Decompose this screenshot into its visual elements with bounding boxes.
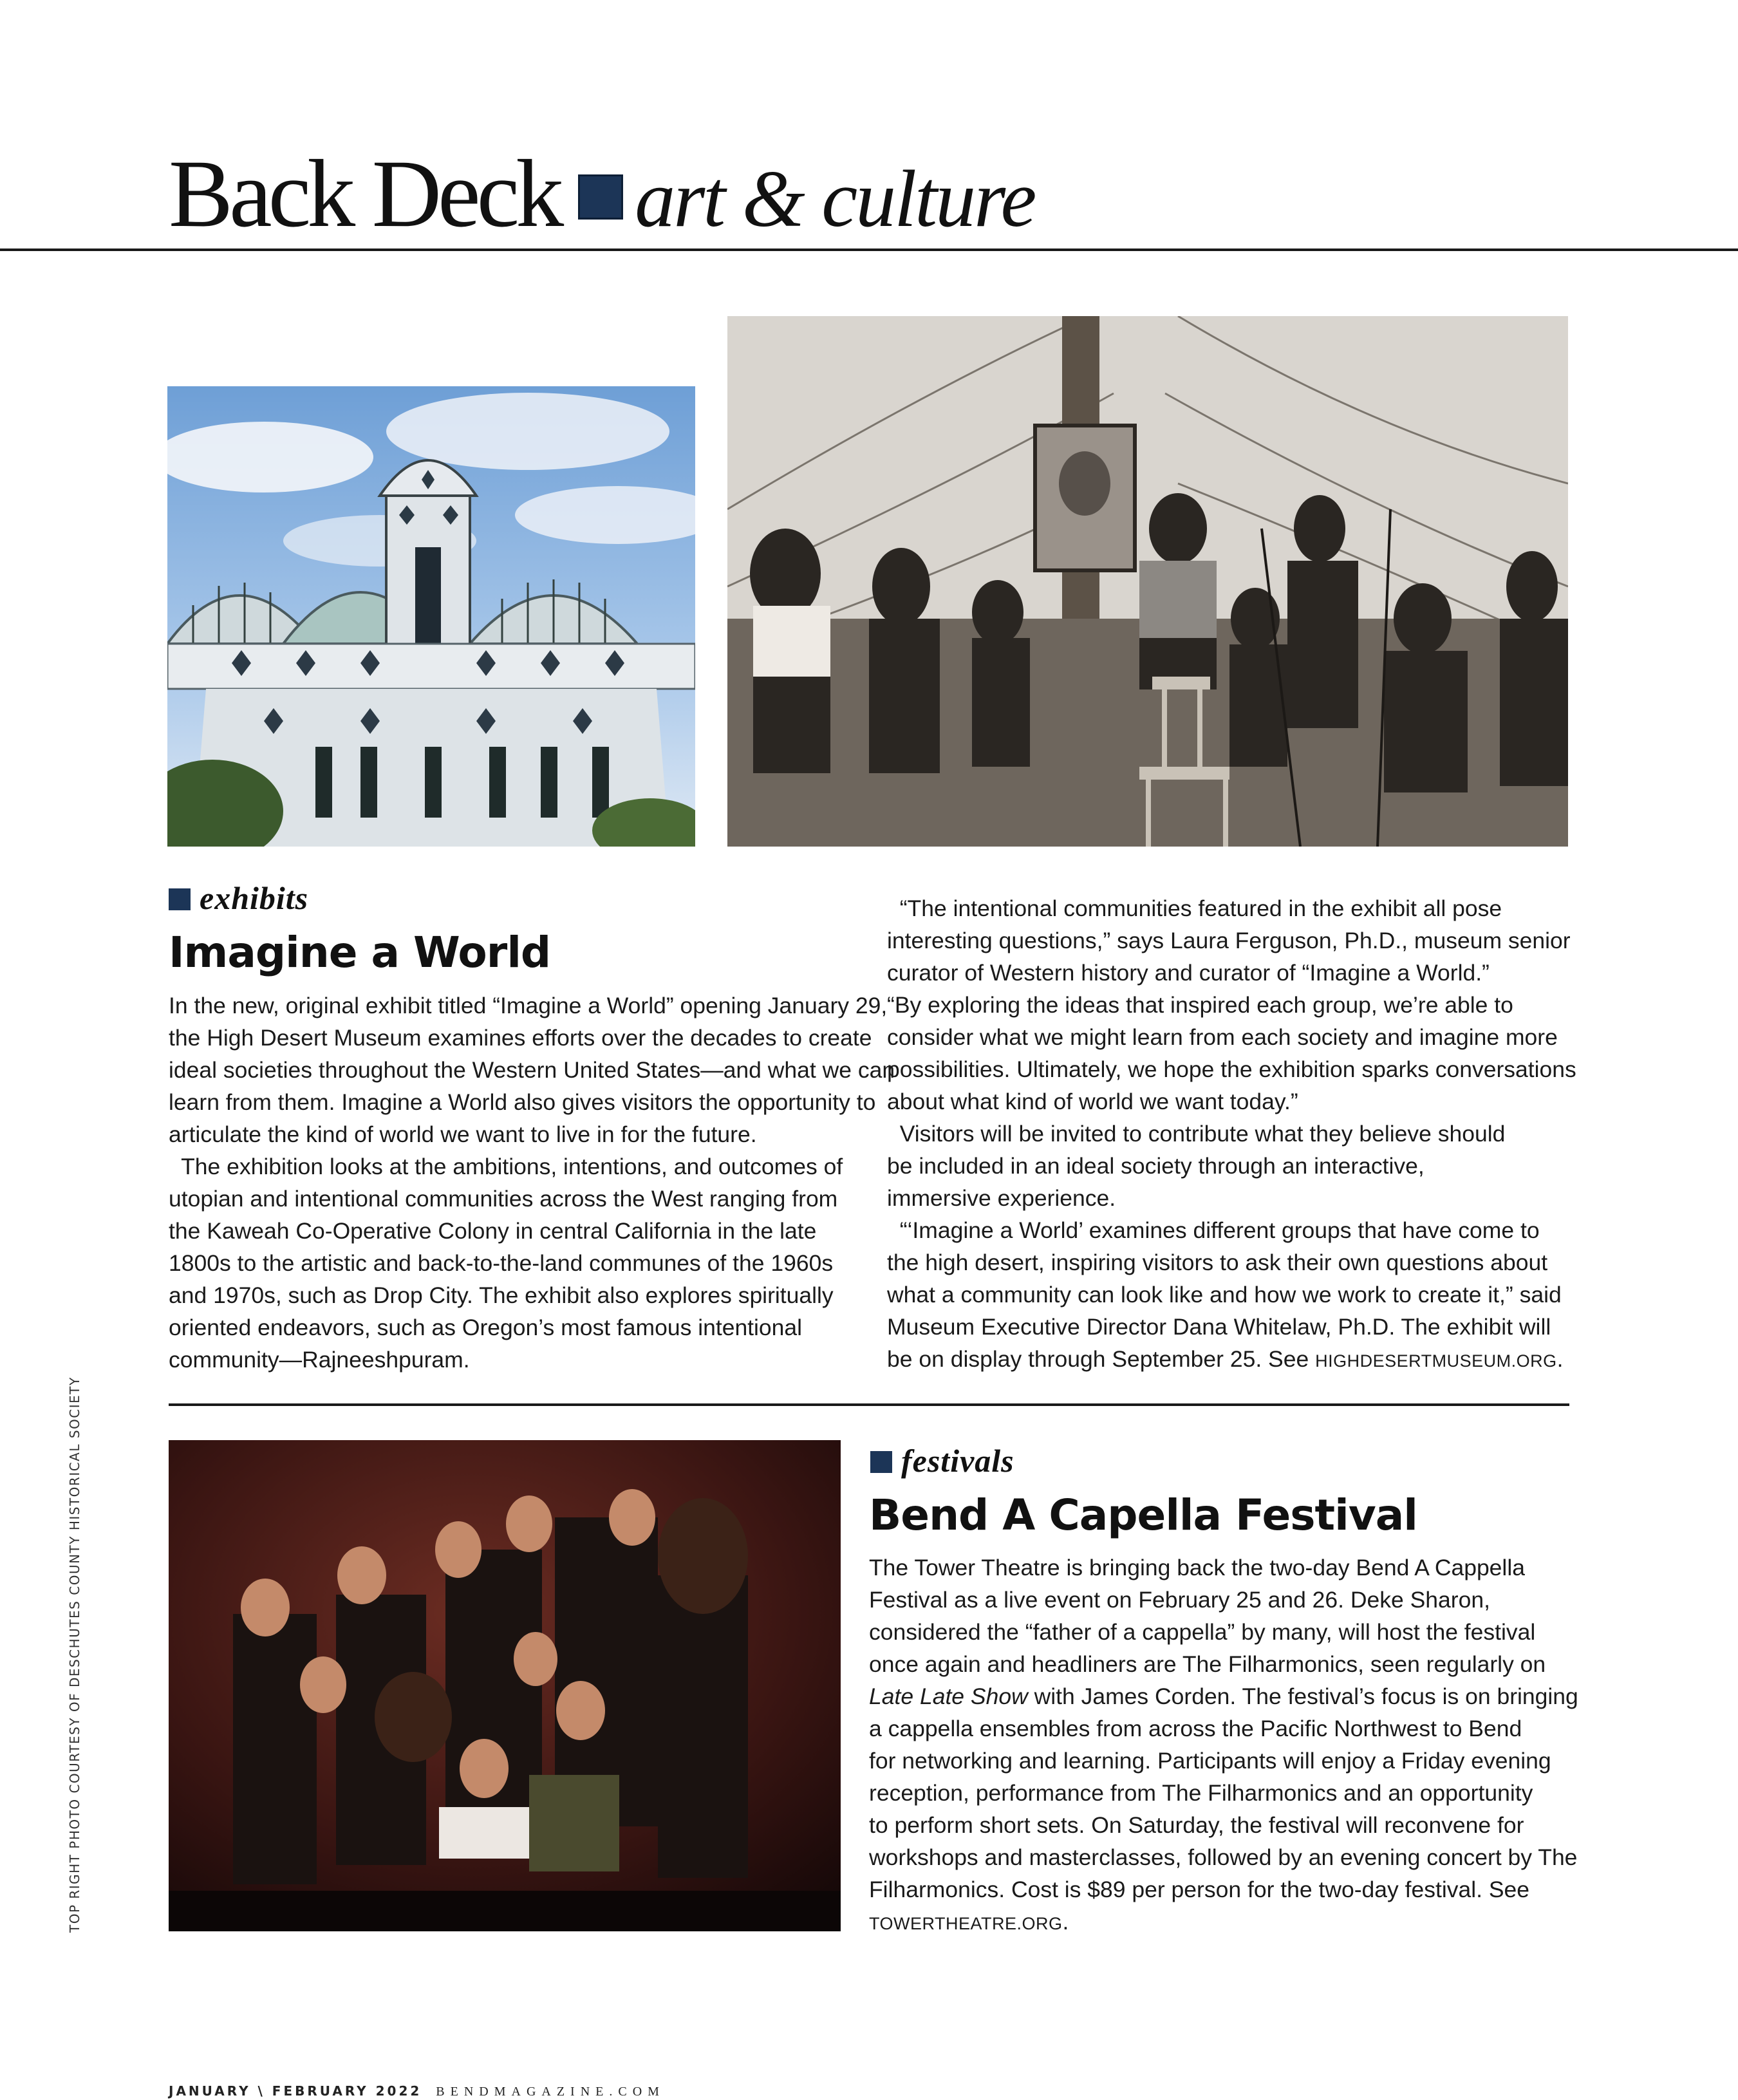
exhibit-left-line: 1800s to the artistic and back-to-the-land communes of the 1960s	[169, 1250, 834, 1276]
exhibit-right-line: Museum Executive Director Dana Whitelaw, Ph.D. The exhibit will	[887, 1314, 1551, 1340]
biosphere-photo	[167, 386, 695, 847]
title-square-icon	[578, 174, 623, 220]
magazine-site: BENDMAGAZINE.COM	[436, 2085, 665, 2099]
festival-line-show-rest: with James Corden. The festival’s focus is on bringing	[1027, 1683, 1578, 1709]
exhibit-right-line: interesting questions,” says Laura Ferguson, Ph.D., museum senior	[887, 928, 1571, 953]
festival-line: to perform short sets. On Saturday, the festival will reconvene for	[869, 1812, 1524, 1838]
exhibit-right-line: the high desert, inspiring visitors to ask their own questions about	[887, 1250, 1548, 1275]
kicker-square-icon	[169, 888, 191, 910]
exhibit-left-line: community—Rajneeshpuram.	[169, 1347, 470, 1373]
exhibit-left-line: ideal societies throughout the Western United States—and what we can	[169, 1057, 895, 1083]
festival-line: a cappella ensembles from across the Pacific Northwest to Bend	[869, 1716, 1522, 1741]
festival-body	[869, 1552, 1578, 1938]
exhibit-left-line: articulate the kind of world we want to live in for the future.	[169, 1121, 757, 1147]
festival-line: reception, performance from The Filharmonics and an opportunity	[869, 1780, 1533, 1806]
exhibit-right-line: “The intentional communities featured in the exhibit all pose	[887, 895, 1502, 921]
kicker-festivals	[870, 1442, 1014, 1479]
exhibit-right-line: what a community can look like and how we work to create it,” said	[887, 1282, 1562, 1308]
kicker-label: exhibits	[200, 880, 309, 916]
page-footer	[169, 2083, 665, 2099]
tower-theatre-link[interactable]: TOWERTHEATRE.ORG	[869, 1914, 1063, 1933]
historical-gathering-photo	[727, 316, 1568, 847]
headline-imagine-a-world: Imagine a World	[169, 928, 551, 977]
exhibit-left-line: oriented endeavors, such as Oregon’s most famous intentional	[169, 1315, 803, 1340]
a-cappella-singers-photo	[169, 1440, 841, 1931]
festival-line: Filharmonics. Cost is $89 per person for the two-day festival. See	[869, 1877, 1530, 1902]
exhibit-left-line: In the new, original exhibit titled “Imagine a World” opening January 29,	[169, 993, 888, 1018]
kicker-label: festivals	[901, 1443, 1014, 1479]
exhibit-left-line: utopian and intentional communities across the West ranging from	[169, 1186, 838, 1212]
exhibit-left-line: the High Desert Museum examines efforts over the decades to create	[169, 1025, 872, 1051]
museum-link[interactable]: HIGHDESERTMUSEUM.ORG	[1315, 1351, 1557, 1371]
festival-line: The Tower Theatre is bringing back the two-day Bend A Cappella	[869, 1555, 1525, 1580]
section-divider	[169, 1403, 1569, 1406]
photo-credit: TOP RIGHT PHOTO COURTESY OF DESCHUTES COUNTY HISTORICAL SOCIETY	[67, 1376, 82, 1933]
exhibit-left-line: the Kaweah Co-Operative Colony in central California in the late	[169, 1218, 817, 1244]
section-subtitle: art & culture	[635, 155, 1035, 244]
exhibit-right-line: “By exploring the ideas that inspired each group, we’re able to	[887, 992, 1513, 1018]
issue-date: JANUARY \ FEBRUARY 2022	[169, 2083, 422, 2099]
page-header	[169, 138, 1034, 248]
exhibit-body-right	[887, 892, 1576, 1375]
exhibit-right-line: immersive experience.	[887, 1185, 1116, 1211]
header-rule	[0, 248, 1738, 251]
exhibit-right-line: consider what we might learn from each society and imagine more	[887, 1024, 1558, 1050]
exhibit-right-line: Visitors will be invited to contribute what they believe should	[887, 1121, 1506, 1147]
exhibit-last-line	[887, 1343, 1569, 1375]
exhibit-right-line: curator of Western history and curator of “Imagine a World.”	[887, 960, 1490, 986]
exhibit-body-left	[169, 989, 895, 1376]
kicker-exhibits	[169, 879, 308, 917]
exhibit-right-line: be included in an ideal society through an interactive,	[887, 1153, 1425, 1179]
exhibit-right-line: about what kind of world we want today.”	[887, 1089, 1298, 1114]
museum-link-period: .	[1556, 1346, 1564, 1372]
tower-theatre-link-period: .	[1062, 1909, 1069, 1935]
late-late-show-title: Late Late Show	[869, 1683, 1028, 1709]
exhibit-last-line-text: be on display through September 25. See	[887, 1346, 1316, 1372]
exhibit-left-line: and 1970s, such as Drop City. The exhibit also explores spiritually	[169, 1282, 834, 1308]
kicker-square-icon	[870, 1451, 892, 1473]
festival-link-line	[869, 1906, 1564, 1938]
festival-line: Festival as a live event on February 25 and 26. Deke Sharon,	[869, 1587, 1490, 1613]
festival-line-show	[869, 1680, 1578, 1712]
section-title: Back Deck	[169, 140, 561, 247]
exhibit-left-line: learn from them. Imagine a World also gives visitors the opportunity to	[169, 1089, 876, 1115]
festival-line: considered the “father of a cappella” by many, will host the festival	[869, 1619, 1536, 1645]
festival-line: workshops and masterclasses, followed by an evening concert by The	[869, 1844, 1578, 1870]
festival-line: for networking and learning. Participants will enjoy a Friday evening	[869, 1748, 1551, 1774]
headline-bend-a-capella-festival: Bend A Capella Festival	[869, 1490, 1417, 1540]
exhibit-right-line: “‘Imagine a World’ examines different groups that have come to	[887, 1217, 1540, 1243]
exhibit-left-line: The exhibition looks at the ambitions, intentions, and outcomes of	[169, 1154, 843, 1179]
festival-line: once again and headliners are The Filharmonics, seen regularly on	[869, 1651, 1546, 1677]
exhibit-right-line: possibilities. Ultimately, we hope the exhibition sparks conversations	[887, 1056, 1576, 1082]
